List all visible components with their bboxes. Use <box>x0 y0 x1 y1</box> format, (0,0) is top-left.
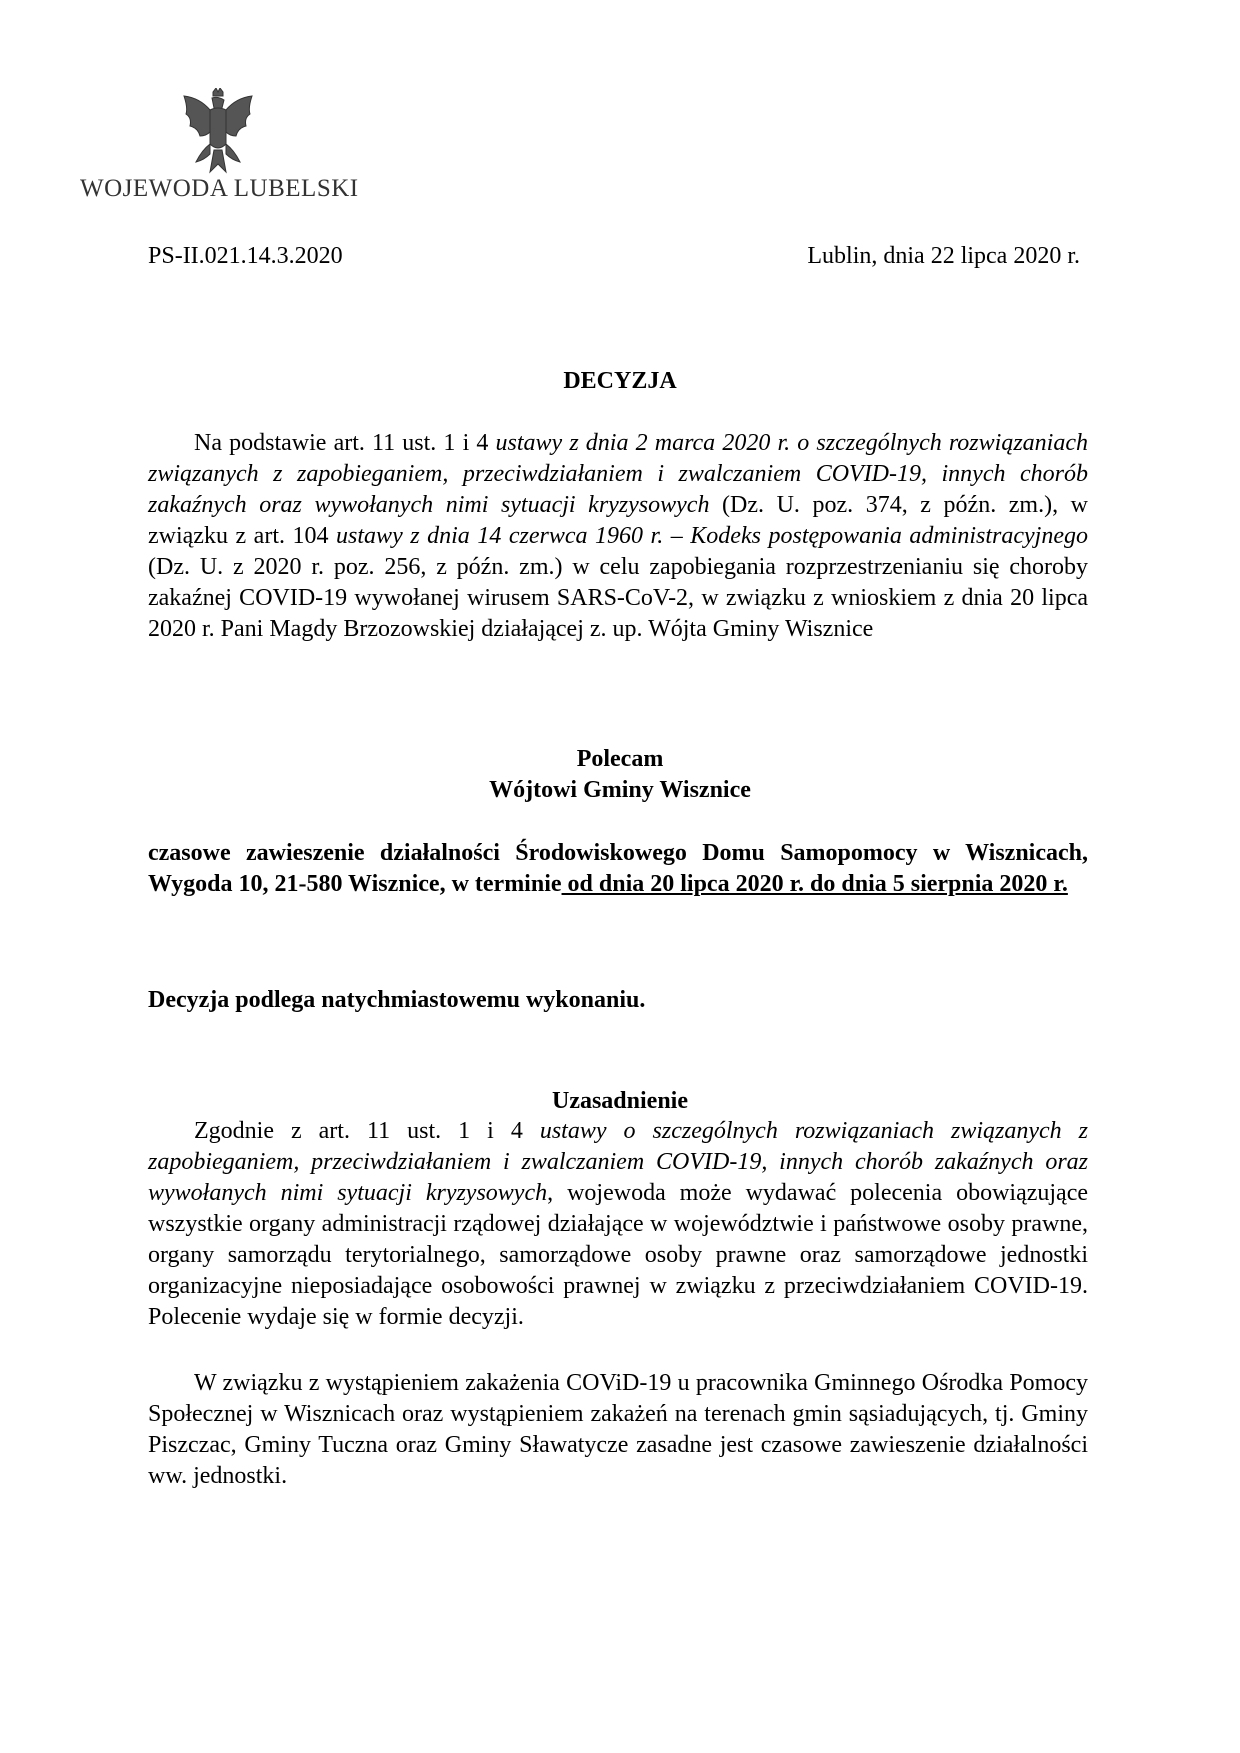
place-and-date: Lublin, dnia 22 lipca 2020 r. <box>807 243 1080 269</box>
justification-part: Zgodnie z art. 11 ust. 1 i 4 <box>194 1118 540 1144</box>
justification-paragraph-1 <box>148 1116 1088 1333</box>
order-text: czasowe zawieszenie działalności Środowiskowego Domu Samopomocy w Wisznicach, Wygoda 10, 21-580 Wisznice, w terminie <box>148 840 1088 897</box>
preamble-paragraph <box>148 428 1088 645</box>
preamble-part: (Dz. U. z 2020 r. poz. 256, z późn. zm.) w celu zapobiegania rozprzestrzenianiu się choroby zakaźnej COVID-19 wywołanej wirusem SARS-CoV-2, w związku z wnioskiem z dnia 20 lipca 2020 r. Pani Magdy Brzozowskiej działającej z. up. Wójta Gminy Wisznice <box>148 554 1088 642</box>
document-title: DECYZJA <box>563 368 677 394</box>
preamble-part: ustawy z dnia 2 marca 2020 r. o szczególnych rozwiązaniach związanych z zapobieganiem, przeciwdziałaniem i zwalczaniem COVID-19, innych chorób zakaźnych oraz wywołanych nimi sytuacji kryzysowych <box>148 430 1088 518</box>
order-paragraph <box>148 838 1088 900</box>
polish-eagle-emblem-icon <box>180 88 256 180</box>
preamble-part: Na podstawie art. 11 ust. 1 i 4 <box>194 430 496 456</box>
organization-name: WOJEWODA LUBELSKI <box>80 175 359 202</box>
preamble-part: ustawy z dnia 14 czerwca 1960 r. – Kodeks postępowania administracyjnego <box>336 523 1088 549</box>
order-heading-1: Polecam <box>576 746 664 772</box>
order-heading-2: Wójtowi Gminy Wisznice <box>489 777 751 803</box>
enforcement-clause: Decyzja podlega natychmiastowemu wykonaniu. <box>148 987 646 1013</box>
reference-number: PS-II.021.14.3.2020 <box>148 243 343 269</box>
justification-part: ustawy o szczególnych rozwiązaniach związanych z zapobieganiem, przeciwdziałaniem i zwalczaniem COVID-19, innych chorób zakaźnych oraz wywołanych nimi sytuacji kryzysowych <box>148 1118 1088 1206</box>
preamble-part: (Dz. U. poz. 374, z późn. zm.), w związku z art. 104 <box>148 492 1088 549</box>
justification-paragraph-2 <box>148 1368 1088 1492</box>
justification-heading: Uzasadnienie <box>551 1088 688 1114</box>
justification-part: W związku z wystąpieniem zakażenia COViD-19 u pracownika Gminnego Ośrodka Pomocy Społecznej w Wisznicach oraz wystąpieniem zakażeń na terenach gmin sąsiadujących, tj. Gminy Piszczac, Gminy Tuczna oraz Gminy Sławatycze zasadne jest czasowe zawieszenie działalności ww. jednostki. <box>148 1370 1088 1489</box>
order-period: od dnia 20 lipca 2020 r. do dnia 5 sierpnia 2020 r. <box>561 871 1068 897</box>
justification-part: , wojewoda może wydawać polecenia obowiązujące wszystkie organy administracji rządowej działające w województwie i państwowe osoby prawne, organy samorządu terytorialnego, samorządowe osoby prawne oraz samorządowe jednostki organizacyjne nieposiadające osobowości prawnej w związku z przeciwdziałaniem COVID-19. Polecenie wydaje się w formie decyzji. <box>148 1180 1089 1330</box>
